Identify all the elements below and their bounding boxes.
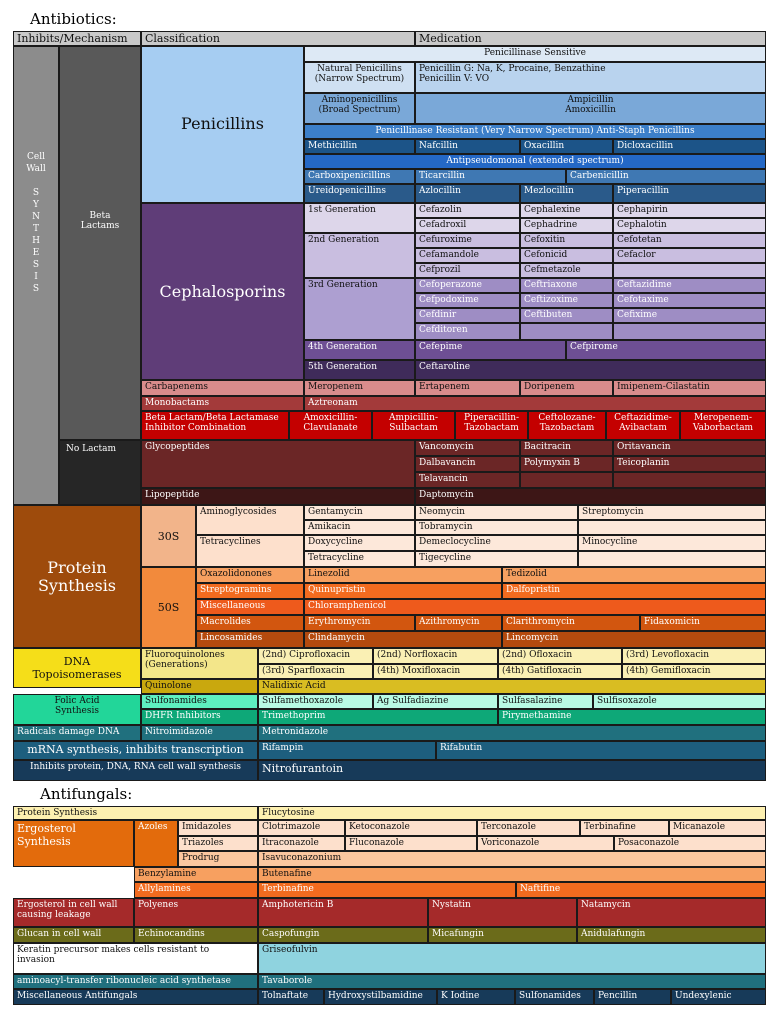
aminoglycoside-med: Gentamycin [304,505,415,520]
blbli-med: Piperacillin- Tazobactam [455,411,528,440]
af-azoles-label: Azoles [134,820,178,867]
aminoglycoside-med: Tobramycin [415,520,578,535]
ceph-g3-med: Cefpodoxime [415,293,520,308]
tetracycline-med: Minocycline [578,535,766,551]
sulfonamide-med: Ag Sulfadiazine [373,694,498,709]
af-echinocandin-med: Caspofungin [258,927,428,943]
carboxi-med-1: Ticarcillin [415,169,566,184]
aminoglycoside-med: Streptomycin [578,505,766,520]
oxazolidonone-med-1: Linezolid [304,567,502,583]
af-prodrug-med: Isavuconazonium [258,851,766,867]
resistant-med-4: Dicloxacillin [613,139,766,154]
af-triazoles-label: Triazoles [178,836,258,851]
ceph-g2-med: Cefoxitin [520,233,613,248]
ceph-g3-med: Ceftizoxime [520,293,613,308]
ceph-g3-med: Cefixime [613,308,766,323]
antifungals-title: Antifungals: [40,785,133,803]
tetracycline-med: Demeclocycline [415,535,578,551]
fluoroquinolone-med: (3rd) Levofloxacin [622,648,766,664]
macrolide-med: Erythromycin [304,615,415,631]
fluoroquinolone-med: (2nd) Ciprofloxacin [258,648,373,664]
af-trna-label: aminoacyl-transfer ribonucleic acid synthetase [13,974,258,989]
af-misc-med: Tolnaftate [258,989,324,1005]
carbapenems-med-4: Imipenem-Cilastatin [613,380,766,396]
ceph-g3-med: Ceftibuten [520,308,613,323]
glyco-med: Oritavancin [613,440,766,456]
af-echinocandin-med: Micafungin [428,927,577,943]
header-medication: Medication [415,31,766,46]
af-triazole-med: Fluconazole [345,836,477,851]
af-allylamine-med-2: Naftifine [516,882,766,898]
af-imidazole-med: Ketoconazole [345,820,477,836]
glycopeptides-label: Glycopeptides [141,440,415,488]
natural-penicillins: Natural Penicillins (Narrow Spectrum) [304,62,415,93]
af-triazole-med: Posaconazole [614,836,766,851]
glyco-med [520,472,613,488]
af-allylamines-label: Allylamines [134,882,258,898]
af-benzylamine-med: Butenafine [258,867,766,882]
fluoroquinolone-med: (2nd) Ofloxacin [498,648,622,664]
natural-penicillins-meds: Penicillin G: Na, K, Procaine, Benzathine Penicillin V: VO [415,62,766,93]
ceph-g1-med: Cephalotin [613,218,766,233]
af-ergosterol-label: Ergosterol Synthesis [13,820,134,867]
lincosamides-label: Lincosamides [196,631,304,648]
glyco-med: Telavancin [415,472,520,488]
mrna-label: mRNA synthesis, inhibits transcription [13,741,258,760]
macrolide-med: Fidaxomicin [640,615,766,631]
blbli-med: Amoxicillin- Clavulanate [289,411,372,440]
header-classification: Classification [141,31,415,46]
nitrofurantoin-med: Nitrofurantoin [258,760,766,781]
glyco-med [613,472,766,488]
oxazolidonone-med-2: Tedizolid [502,567,766,583]
ceph-g2-med: Cefotetan [613,233,766,248]
tetracycline-med: Tigecycline [415,551,578,567]
blbli-med: Ampicillin- Sulbactam [372,411,455,440]
ceph-g1-med: Cefadroxil [415,218,520,233]
sulfonamide-med: Sulfasalazine [498,694,593,709]
ceph-g3-med: Ceftriaxone [520,278,613,293]
ceph-g4-med-2: Cefpirome [566,340,766,360]
af-misc-label: Miscellaneous Antifungals [13,989,258,1005]
af-polyenes-label: Polyenes [134,898,258,927]
ceph-g3-med: Cefoperazone [415,278,520,293]
nitroimidazole-med: Metronidazole [258,725,766,741]
af-protein-med: Flucytosine [258,806,766,820]
ceph-g3-med [613,323,766,340]
af-misc-med: Undexylenic [671,989,766,1005]
mrna-med-2: Rifabutin [436,741,766,760]
af-benzylamine-label: Benzylamine [134,867,258,882]
miscellaneous-label: Miscellaneous [196,599,304,615]
penicillinase-resistant: Penicillinase Resistant (Very Narrow Spectrum) Anti-Staph Penicillins [304,124,766,139]
af-trna-med: Tavaborole [258,974,766,989]
sulfonamides-label: Sulfonamides [141,694,258,709]
fluoroquinolone-med: (4th) Gatifloxacin [498,664,622,679]
folic-acid-label: Folic Acid Synthesis [13,694,141,725]
monobactams-label: Monobactams [141,396,304,411]
penicillinase-sensitive: Penicillinase Sensitive [304,46,766,62]
af-triazole-med: Voriconazole [477,836,614,851]
blbli-med: Meropenem- Vaborbactam [680,411,766,440]
af-polyene-med: Amphotericin B [258,898,428,927]
ureido-med-1: Azlocillin [415,184,520,203]
quinolone-med: Nalidixic Acid [258,679,766,694]
tetracycline-med [578,551,766,567]
blbli-med: Ceftolozane- Tazobactam [528,411,606,440]
af-misc-med: Hydroxystilbamidine [324,989,437,1005]
af-misc-med: K Iodine [437,989,515,1005]
ceph-g4-med-1: Cefepime [415,340,566,360]
sulfonamide-med: Sulfisoxazole [593,694,766,709]
af-prodrug-label: Prodrug [178,851,258,867]
ribosome-50s: 50S [141,567,196,648]
tetracycline-med: Tetracycline [304,551,415,567]
dhfr-label: DHFR Inhibitors [141,709,258,725]
resistant-med-3: Oxacillin [520,139,613,154]
ceph-g5-med-1: Ceftaroline [415,360,766,380]
af-keratin-med: Griseofulvin [258,943,766,974]
streptogramin-med-1: Quinupristin [304,583,502,599]
fluoroquinolone-med: (2nd) Norfloxacin [373,648,498,664]
nitroimidazole-label: Nitroimidazole [141,725,258,741]
macrolide-med: Clarithromycin [502,615,640,631]
af-misc-med: Pencillin [594,989,671,1005]
af-protein-label: Protein Synthesis [13,806,258,820]
af-echinocandin-med: Anidulafungin [577,927,766,943]
streptogramin-med-2: Dalfopristin [502,583,766,599]
carboxi-med-2: Carbenicillin [566,169,766,184]
ceph-g1-med: Cephapirin [613,203,766,218]
streptogramins-label: Streptogramins [196,583,304,599]
ceph-g2-med: Cefuroxime [415,233,520,248]
ceph-g3-med: Cefditoren [415,323,520,340]
ceph-g3-med: Cefdinir [415,308,520,323]
miscellaneous-med: Chloramphenicol [304,599,766,615]
lincosamide-med-2: Lincomycin [502,631,766,648]
af-allylamine-med-1: Terbinafine [258,882,516,898]
ceph-g1-med: Cephadrine [520,218,613,233]
ceph-g1-med: Cephalexine [520,203,613,218]
af-polyene-med: Nystatin [428,898,577,927]
ceph-g3-med [520,323,613,340]
aminoglycoside-med [578,520,766,535]
carbapenems-med-1: Meropenem [304,380,415,396]
af-glucan-label: Glucan in cell wall [13,927,134,943]
macrolide-med: Azithromycin [415,615,502,631]
glyco-med: Vancomycin [415,440,520,456]
fluoroquinolone-med: (4th) Moxifloxacin [373,664,498,679]
lipopeptide-label: Lipopeptide [141,488,415,505]
glyco-med: Bacitracin [520,440,613,456]
ceph-g2-med: Cefonicid [520,248,613,263]
ureido-med-2: Mezlocillin [520,184,613,203]
ceph-g1-med: Cefazolin [415,203,520,218]
quinolone-label: Quinolone [141,679,258,694]
dna-topoisomerases-label: DNA Topoisomerases [13,648,141,688]
monobactams-med: Aztreonam [304,396,766,411]
aminopenicillins: Aminopenicillins (Broad Spectrum) [304,93,415,124]
af-leakage-label: Ergosterol in cell wall causing leakage [13,898,134,927]
glyco-med: Dalbavancin [415,456,520,472]
radicals-label: Radicals damage DNA [13,725,141,741]
protein-synthesis-label: Protein Synthesis [13,505,141,648]
fluoroquinolone-med: (3rd) Sparfloxacin [258,664,373,679]
af-imidazole-med: Terconazole [477,820,580,836]
ceph-g2-med: Cefamandole [415,248,520,263]
ceph-g2-med: Cefmetazole [520,263,613,278]
ceph-g2-med [613,263,766,278]
dhfr-med-1: Trimethoprim [258,709,498,725]
ceph-g3-med: Cefotaxime [613,293,766,308]
blbli-med: Ceftazidime- Avibactam [606,411,680,440]
resistant-med-1: Methicillin [304,139,415,154]
glyco-med: Teicoplanin [613,456,766,472]
beta-lactams-label: Beta Lactams [59,46,141,440]
ceph-gen-2: 2nd Generation [304,233,415,278]
ceph-g2-med: Cefprozil [415,263,520,278]
ceph-gen-1: 1st Generation [304,203,415,233]
af-misc-med: Sulfonamides [515,989,594,1005]
af-triazole-med: Itraconazole [258,836,345,851]
ureido-med-3: Piperacillin [613,184,766,203]
ceph-gen-3: 3rd Generation [304,278,415,340]
ceph-gen-4: 4th Generation [304,340,415,360]
carboxipenicillins: Carboxipenicillins [304,169,415,184]
af-polyene-med: Natamycin [577,898,766,927]
antibiotics-title: Antibiotics: [30,10,117,28]
oxazolidonones-label: Oxazolidonones [196,567,304,583]
antipseudomonal: Antipseudomonal (extended spectrum) [304,154,766,169]
nitrofurantoin-label: Inhibits protein, DNA, RNA cell wall synthesis [13,760,258,781]
ceph-g2-med: Cefaclor [613,248,766,263]
ceph-g3-med: Ceftazidime [613,278,766,293]
tetracyclines-label: Tetracyclines [196,535,304,567]
cephalosporins-title: Cephalosporins [141,203,304,380]
cell-wall-synthesis-label: Cell Wall S Y N T H E S I S [13,46,59,505]
carbapenems-med-2: Ertapenem [415,380,520,396]
af-keratin-label: Keratin precursor makes cells resistant to invasion [13,943,258,974]
ribosome-30s: 30S [141,505,196,567]
af-imidazoles-label: Imidazoles [178,820,258,836]
no-lactam-label: No Lactam [59,440,141,505]
blbli-label: Beta Lactam/Beta Lactamase Inhibitor Combination [141,411,289,440]
af-imidazole-med: Micanazole [669,820,766,836]
lipopeptide-med: Daptomycin [415,488,766,505]
af-imidazole-med: Clotrimazole [258,820,345,836]
resistant-med-2: Nafcillin [415,139,520,154]
mrna-med-1: Rifampin [258,741,436,760]
carbapenems-med-3: Doripenem [520,380,613,396]
aminoglycosides-label: Aminoglycosides [196,505,304,535]
tetracycline-med: Doxycycline [304,535,415,551]
penicillins-title: Penicillins [141,46,304,203]
carbapenems-label: Carbapenems [141,380,304,396]
ceph-gen-5: 5th Generation [304,360,415,380]
aminoglycoside-med: Amikacin [304,520,415,535]
ureidopenicillins: Ureidopenicillins [304,184,415,203]
fluoroquinolones-label: Fluoroquinolones (Generations) [141,648,258,679]
lincosamide-med-1: Clindamycin [304,631,502,648]
aminoglycoside-med: Neomycin [415,505,578,520]
glyco-med: Polymyxin B [520,456,613,472]
header-mechanism: Inhibits/Mechanism [13,31,141,46]
sulfonamide-med: Sulfamethoxazole [258,694,373,709]
macrolides-label: Macrolides [196,615,304,631]
af-imidazole-med: Terbinafine [580,820,669,836]
aminopenicillins-meds: Ampicillin Amoxicillin [415,93,766,124]
dhfr-med-2: Pirymethamine [498,709,766,725]
af-echinocandins-label: Echinocandins [134,927,258,943]
fluoroquinolone-med: (4th) Gemifloxacin [622,664,766,679]
